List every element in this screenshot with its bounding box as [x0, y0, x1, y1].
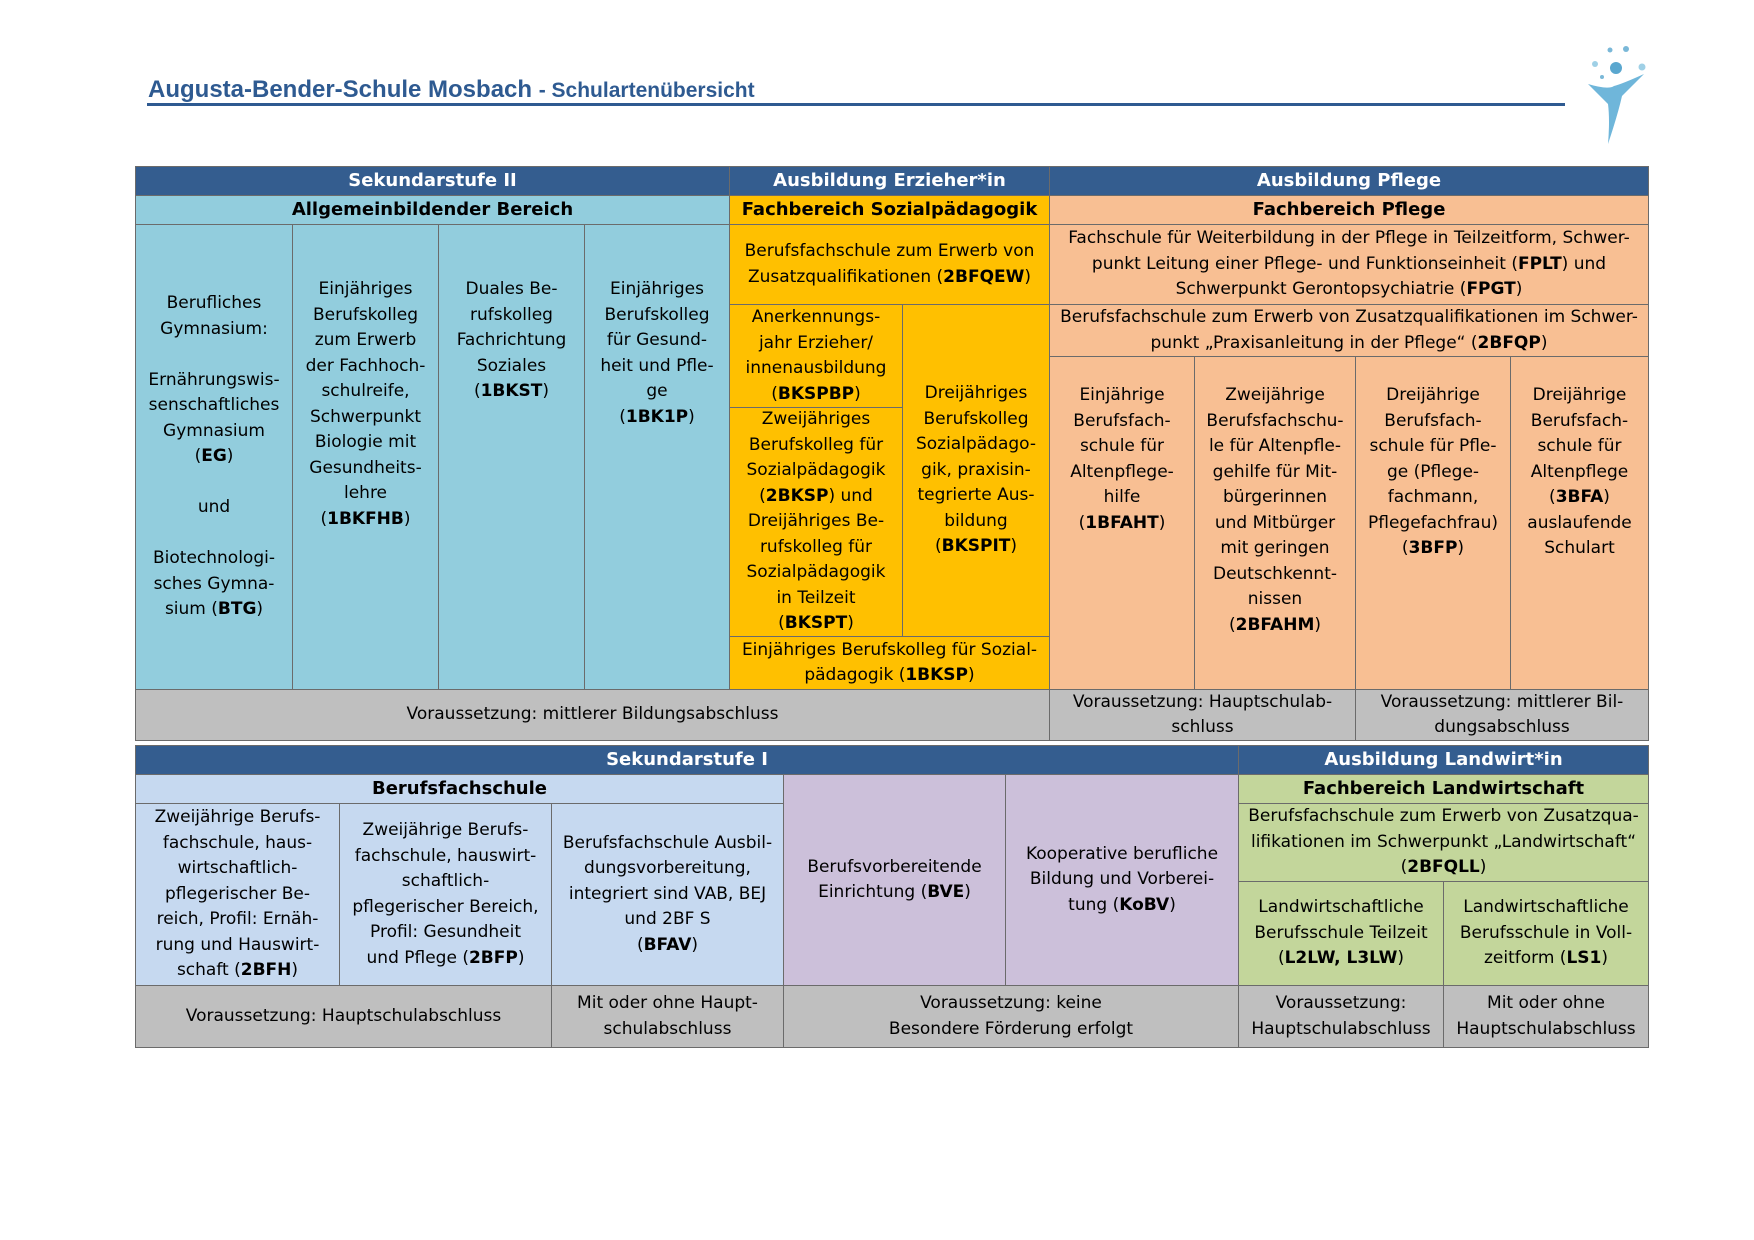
cell-text: Zweijährige Berufs- fachschule, haus- wirtschaftlich- pflegerischer Be- reich, Profil: Ernäh- rung und Hauswirt- schaft (2BFH)	[154, 807, 321, 981]
program-2bfqp	[1050, 305, 1649, 357]
program-fplt-fpgt	[1050, 225, 1649, 305]
cell-text: Dreijährige Berufsfach- schule für Altenpflege (3BFA) auslaufende Schulart	[1527, 385, 1632, 558]
lower-table	[135, 745, 1649, 1048]
program-ls1	[1444, 882, 1649, 986]
cell-text: Berufsfachschule zum Erwerb von Zusatzqua- lifikationen im Schwerpunkt „Landwirtschaft“ (2BFQLL)	[1248, 806, 1639, 878]
cell-text: Anerkennungs- jahr Erzieher/ innenausbildung (BKSPBP)	[745, 307, 887, 404]
requirement-hauptschulabschluss-2: Voraussetzung: Hauptschulabschluss	[1239, 986, 1444, 1048]
program-2bfp	[340, 804, 552, 986]
page-subtitle: - Schulartenübersicht	[538, 79, 755, 102]
subheader-fachbereich-sozialpaedagogik: Fachbereich Sozialpädagogik	[730, 196, 1050, 225]
program-kobv	[1006, 775, 1239, 986]
program-bve	[784, 775, 1006, 986]
cell-text: Einjähriges Berufskolleg für Gesund- heit und Pfle- ge (1BK1P)	[600, 279, 714, 427]
requirement-mittlerer-bildungsabschluss: Voraussetzung: mittlerer Bildungsabschluss	[136, 690, 1050, 741]
program-1bkst	[439, 225, 585, 690]
cell-text: Einjährige Berufsfach- schule für Altenpflege- hilfe (1BFAHT)	[1070, 385, 1174, 533]
program-2bfqll	[1239, 804, 1649, 882]
cell-text: Dreijähriges Berufskolleg Sozialpädago- gik, praxisin- tegrierte Aus- bildung (BKSPIT)	[915, 383, 1037, 557]
school-name: Augusta-Bender-Schule Mosbach	[148, 76, 533, 103]
header-ausbildung-landwirt: Ausbildung Landwirt*in	[1239, 746, 1649, 775]
cell-text: Berufsfachschule zum Erwerb von Zusatzqualifikationen im Schwer- punkt „Praxisanleitung in der Pflege“ (2BFQP)	[1060, 307, 1638, 353]
program-2bfh	[136, 804, 340, 986]
subheader-allgemeinbildender-bereich: Allgemeinbildender Bereich	[136, 196, 730, 225]
cell-text: Berufliches Gymnasium: Ernährungswis- senschaftliches Gymnasium (EG) und Biotechnologi- sches Gymna- sium (BTG)	[148, 293, 280, 620]
program-bkspit	[903, 305, 1050, 637]
cell-text: Zweijährige Berufs- fachschule, hauswirt- schaftlich- pflegerischer Bereich, Profil: Gesundheit und Pflege (2BFP)	[352, 820, 539, 968]
subheader-fachbereich-landwirtschaft: Fachbereich Landwirtschaft	[1239, 775, 1649, 804]
person-with-bubbles-logo-icon	[1578, 44, 1654, 154]
cell-text: Zweijährige Berufsfachschu- le für Altenpfle- gehilfe für Mit- bürgerinnen und Mitbürger mit geringen Deutschkennt- nissen (2BFAHM)	[1206, 385, 1344, 635]
requirement-keine: Voraussetzung: keine Besondere Förderung erfolgt	[784, 986, 1239, 1048]
program-1bkfhb	[293, 225, 439, 690]
program-l2lw-l3lw	[1239, 882, 1444, 986]
requirement-hauptschulabschluss: Voraussetzung: Hauptschulab- schluss	[1050, 690, 1356, 741]
cell-text: Berufsvorbereitende Einrichtung (BVE)	[807, 856, 982, 902]
cell-text: Duales Be- rufskolleg Fachrichtung Soziales (1BKST)	[456, 279, 567, 401]
cell-text: Landwirtschaftliche Berufsschule Teilzeit (L2LW, L3LW)	[1254, 897, 1428, 969]
cell-text: Kooperative berufliche Bildung und Vorberei- tung (KoBV)	[1025, 843, 1219, 915]
title-underline	[147, 103, 1565, 106]
cell-text: Berufsfachschule zum Erwerb von Zusatzqualifikationen (2BFQEW)	[744, 241, 1035, 287]
program-3bfa	[1511, 357, 1649, 690]
program-berufliches-gymnasium	[136, 225, 293, 690]
program-2bfqew	[730, 225, 1050, 305]
cell-text: Dreijährige Berufsfach- schule für Pfle- ge (Pflege- fachmann, Pflegefachfrau) (3BFP)	[1368, 385, 1498, 558]
upper-table	[135, 166, 1649, 741]
header-sekundarstufe-i: Sekundarstufe I	[136, 746, 1239, 775]
requirement-hauptschulabschluss: Voraussetzung: Hauptschulabschluss	[136, 986, 552, 1048]
program-1bfaht	[1050, 357, 1195, 690]
program-3bfp	[1356, 357, 1511, 690]
cell-text: Einjähriges Berufskolleg für Sozial- pädagogik (1BKSP)	[741, 639, 1038, 685]
program-1bksp	[730, 637, 1050, 690]
requirement-mit-oder-ohne-hauptschulabschluss: Mit oder ohne Haupt- schulabschluss	[552, 986, 784, 1048]
subheader-berufsfachschule: Berufsfachschule	[136, 775, 784, 804]
requirement-mit-oder-ohne-2: Mit oder ohne Hauptschulabschluss	[1444, 986, 1649, 1048]
program-bfav	[552, 804, 784, 986]
header-ausbildung-erzieher: Ausbildung Erzieher*in	[730, 167, 1050, 196]
program-2bfahm	[1195, 357, 1356, 690]
cell-text: Zweijähriges Berufskolleg für Sozialpädagogik (2BKSP) und Dreijähriges Be- rufskolleg für Sozialpädagogik in Teilzeit (BKSPT)	[746, 409, 886, 634]
program-1bk1p	[585, 225, 730, 690]
subheader-fachbereich-pflege: Fachbereich Pflege	[1050, 196, 1649, 225]
cell-text: Fachschule für Weiterbildung in der Pflege in Teilzeitform, Schwer- punkt Leitung einer Pflege- und Funktionseinheit (FPLT) und Schwerpunkt Gerontopsychiatrie (FPGT)	[1068, 228, 1630, 300]
requirement-mittlerer-bildungsabschluss-2: Voraussetzung: mittlerer Bil- dungsabschluss	[1356, 690, 1649, 741]
cell-text: Berufsfachschule Ausbil- dungsvorbereitung, integriert sind VAB, BEJ und 2BF S (BFAV)	[562, 832, 773, 955]
program-bkspbp	[730, 305, 903, 408]
cell-text: Landwirtschaftliche Berufsschule in Voll- zeitform (LS1)	[1459, 897, 1633, 969]
header-ausbildung-pflege: Ausbildung Pflege	[1050, 167, 1649, 196]
cell-text: Einjähriges Berufskolleg zum Erwerb der Fachhoch- schulreife, Schwerpunkt Biologie mit Gesundheits- lehre (1BKFHB)	[305, 279, 426, 529]
header-sekundarstufe-ii: Sekundarstufe II	[136, 167, 730, 196]
program-bkspt	[730, 408, 903, 637]
